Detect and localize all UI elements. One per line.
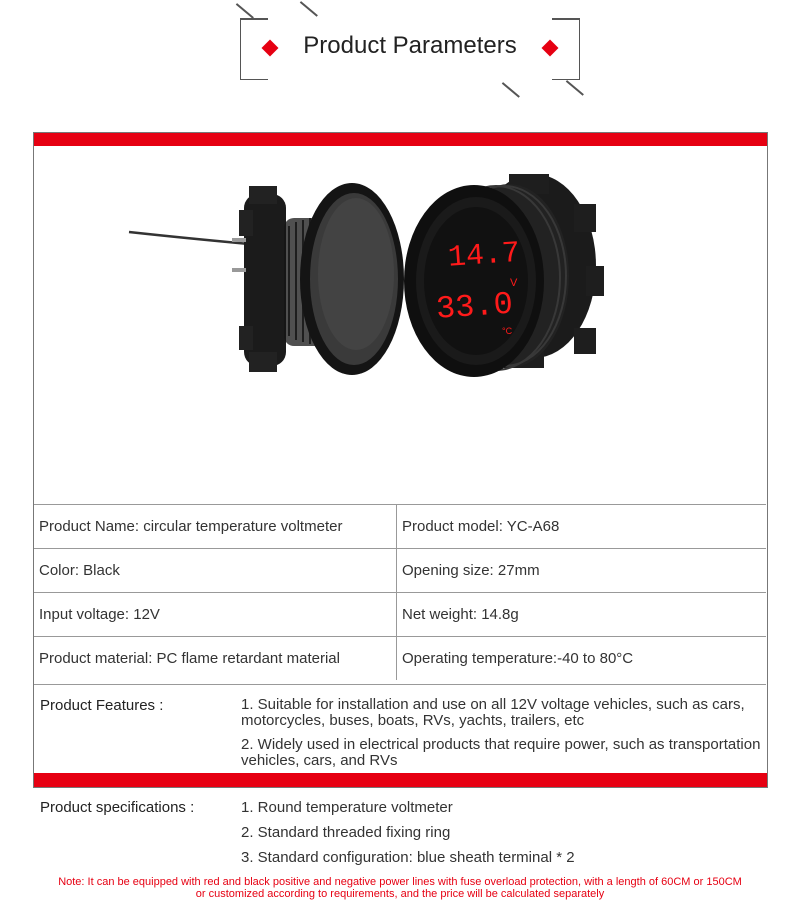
header-tick xyxy=(566,80,584,95)
features-list xyxy=(241,697,765,777)
accent-bar-bottom xyxy=(34,773,767,787)
product-name: Product Name: circular temperature voltmeter xyxy=(39,518,343,535)
header-corner-top-left xyxy=(240,18,268,20)
input-voltage: Input voltage: 12V xyxy=(39,606,160,623)
header-tick xyxy=(502,82,520,97)
list-item: 1. Round temperature voltmeter xyxy=(241,799,453,816)
product-material: Product material: PC flame retardant material xyxy=(39,650,340,667)
list-item: 3. Standard configuration: blue sheath terminal * 2 xyxy=(241,849,575,866)
header-tick xyxy=(236,3,254,18)
page-title: Product Parameters xyxy=(303,32,517,59)
table-row xyxy=(34,592,766,636)
table-row xyxy=(34,548,766,592)
parameter-card xyxy=(33,132,768,900)
list-item: 2. Widely used in electrical products that require power, such as transportation vehicles, cars, and RVs xyxy=(241,736,761,769)
accent-bar-top xyxy=(34,133,767,146)
table-row xyxy=(34,636,766,680)
features-section xyxy=(34,684,766,784)
product-model: Product model: YC-A68 xyxy=(396,505,766,548)
voltage-unit: V xyxy=(510,277,518,289)
product-photo xyxy=(34,146,766,504)
list-item: 1. Suitable for installation and use on all 12V voltage vehicles, such as cars, motorcycles, buses, boats, RVs, yachts, trailers, etc xyxy=(241,696,745,729)
specifications-label: Product specifications : xyxy=(40,799,195,816)
table-row xyxy=(34,504,766,548)
voltmeter-illustration xyxy=(34,146,766,504)
temperature-readout: 33.0 xyxy=(434,285,515,328)
left-meter-body xyxy=(232,183,404,375)
section-header xyxy=(240,18,580,80)
temperature-unit: °C xyxy=(502,326,513,336)
note-text: Note: It can be equipped with red and black positive and negative power lines with fuse overload protection, with a length of 60CM or 150CM or customized according to requirements, and the price will be calculated separately xyxy=(58,876,742,900)
parameter-table xyxy=(34,504,766,680)
product-color: Color: Black xyxy=(39,562,120,579)
features-label: Product Features : xyxy=(40,697,164,714)
opening-size: Opening size: 27mm xyxy=(396,549,766,592)
header-corner-bottom-left xyxy=(240,79,268,81)
right-meter-body xyxy=(404,174,604,377)
header-corner-top-right xyxy=(552,18,580,20)
operating-temperature: Operating temperature:-40 to 80°C xyxy=(396,637,766,680)
voltage-readout: 14.7 xyxy=(446,236,522,276)
list-item: 2. Standard threaded fixing ring xyxy=(241,824,451,841)
specifications-section xyxy=(34,784,766,880)
specifications-list xyxy=(241,799,765,874)
header-tick xyxy=(300,1,318,16)
net-weight: Net weight: 14.8g xyxy=(396,593,766,636)
